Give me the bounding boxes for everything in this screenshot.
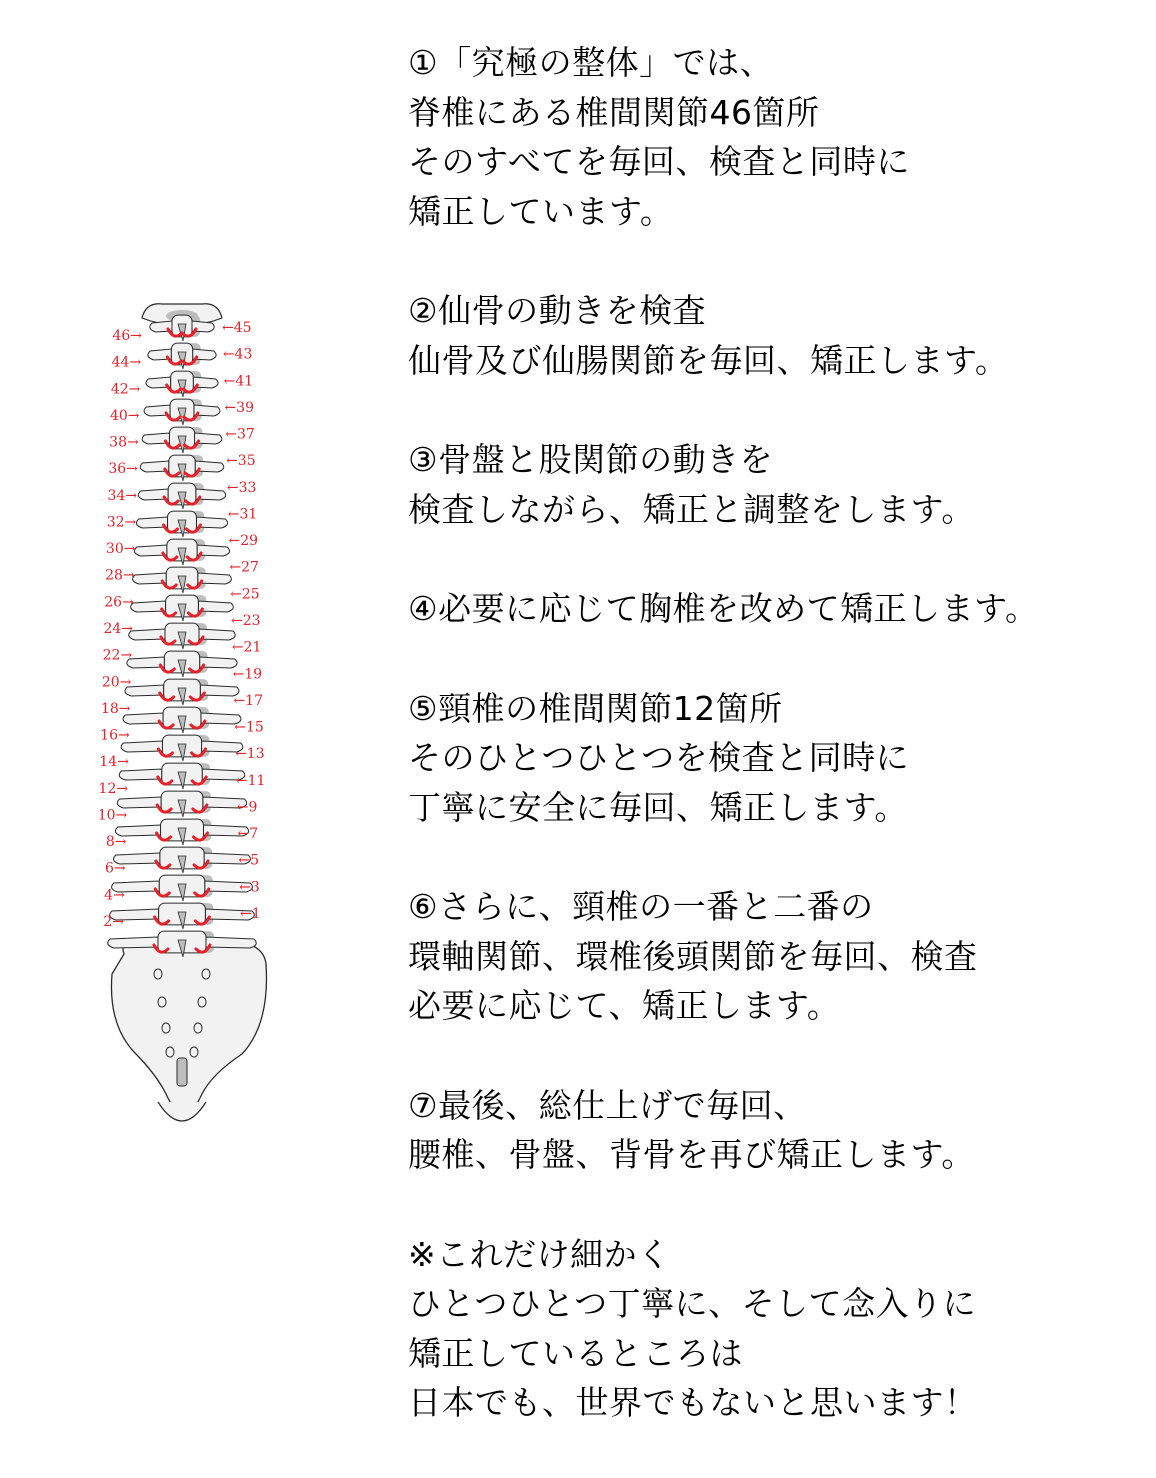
joint-label-left: 46→ (112, 328, 142, 344)
paragraph-line: 丁寧に安全に毎回、矯正します。 (408, 787, 908, 827)
joint-label-left: 30→ (105, 541, 136, 558)
paragraph-line: 日本でも、世界でもないと思います！ (408, 1383, 978, 1422)
transverse-process-right (198, 573, 232, 584)
paragraph-line: 必要に応じて、矯正します。 (408, 986, 841, 1025)
transverse-process-left (129, 629, 165, 640)
paragraph-line: 仙骨及び仙腸関節を毎回、矯正します。 (408, 340, 1009, 380)
paragraph-line: そのすべてを毎回、検査と同時に (408, 142, 910, 181)
paragraph-line: ※これだけ細かく (408, 1234, 671, 1274)
transverse-process-left (117, 797, 161, 808)
spine-diagram (100, 296, 300, 1136)
sacrum (111, 940, 266, 1115)
joint-label-left: 2→ (103, 914, 124, 930)
paragraph-7 (408, 1081, 1148, 1180)
transverse-process-left (133, 573, 167, 584)
paragraph-line: ⑦最後、総仕上げで毎回、 (408, 1085, 807, 1125)
paragraph-line: 脊椎にある椎間関節46箇所 (408, 92, 820, 132)
paragraph-4 (408, 584, 1148, 634)
joint-label-right: ←13 (235, 746, 265, 763)
joint-label-right: ←9 (236, 799, 258, 816)
joint-label-left: 14→ (100, 754, 129, 771)
joint-label-right: ←33 (226, 479, 257, 496)
paragraph-line: ②仙骨の動きを検査 (408, 291, 707, 330)
joint-label-left: 28→ (105, 567, 135, 584)
paragraph-2 (408, 286, 1148, 385)
paragraph-line: ③骨盤と股関節の動きを (408, 440, 774, 479)
joint-label-right: ←5 (238, 852, 260, 869)
description-text (408, 38, 1148, 1478)
joint-label-right: ←39 (224, 399, 255, 416)
coccyx-tip (158, 1102, 206, 1121)
paragraph-1 (408, 38, 1148, 236)
joint-label-left: 34→ (107, 487, 138, 504)
paragraph-6 (408, 882, 1148, 1031)
joint-label-left: 22→ (102, 647, 133, 664)
joint-label-right: ←45 (222, 320, 252, 336)
joint-label-right: ←11 (235, 772, 266, 789)
coccyx (177, 1058, 187, 1086)
joint-label-right: ←43 (222, 346, 253, 363)
paragraph-line: ①「究極の整体」では、 (408, 43, 774, 82)
joint-label-left: 44→ (111, 354, 142, 371)
transverse-process-left (131, 601, 166, 612)
paragraph-line: ひとつひとつ丁寧に、そして念入りに (408, 1284, 977, 1323)
joint-label-left: 32→ (106, 514, 137, 531)
paragraph-line: ④必要に応じて胸椎を改めて矯正します。 (408, 589, 1039, 628)
joint-label-left: 16→ (100, 727, 130, 744)
joint-label-left: 24→ (103, 621, 133, 637)
joint-label-right: ←23 (231, 613, 261, 629)
paragraph-line: ⑥さらに、頸椎の一番と二番の (408, 887, 874, 926)
paragraph-line: ⑤頸椎の椎間関節12箇所 (408, 688, 783, 728)
joint-label-left: 8→ (105, 834, 127, 851)
joint-label-left: 36→ (108, 461, 138, 478)
joint-label-left: 18→ (100, 700, 131, 717)
paragraph-5 (408, 684, 1148, 833)
transverse-process-right (206, 937, 256, 948)
joint-label-right: ←3 (239, 879, 260, 896)
joint-label-right: ←15 (234, 719, 264, 736)
joint-label-right: ←1 (240, 906, 261, 922)
joint-label-right: ←19 (232, 666, 263, 683)
joint-label-left: 38→ (109, 434, 139, 451)
paragraph-line: 環軸関節、環椎後頭関節を毎回、検査 (408, 936, 978, 976)
paragraph-line: 検査しながら、矯正と調整をします。 (408, 489, 975, 529)
joint-label-left: 26→ (104, 594, 134, 611)
joint-label-right: ←21 (231, 639, 262, 656)
joint-label-left: 10→ (100, 807, 128, 824)
spine-illustration (100, 296, 300, 1136)
sacrum-pelvis (111, 940, 266, 1121)
transverse-process-right (198, 601, 233, 612)
joint-label-right: ←27 (229, 559, 259, 576)
joint-label-right: ←31 (227, 506, 258, 523)
joint-label-left: 20→ (101, 674, 132, 691)
joint-label-right: ←37 (225, 426, 255, 443)
paragraph-line: 矯正しています。 (408, 191, 674, 231)
transverse-process-left (108, 937, 158, 948)
paragraph-8 (408, 1230, 1148, 1428)
joint-label-right: ←35 (226, 453, 256, 470)
joint-label-right: ←29 (228, 533, 259, 550)
joint-label-left: 42→ (110, 381, 141, 398)
joint-label-right: ←7 (237, 826, 259, 843)
transverse-process-left (127, 657, 165, 668)
paragraph-line: 矯正しているところは (408, 1333, 743, 1373)
transverse-process-right (199, 629, 235, 640)
joint-label-right: ←25 (230, 586, 260, 603)
joint-label-left: 12→ (100, 780, 129, 797)
joint-label-left: 6→ (104, 860, 126, 877)
joint-label-right: ←41 (223, 373, 254, 390)
joint-label-left: 4→ (104, 887, 125, 904)
transverse-process-left (119, 769, 162, 780)
joint-label-left: 40→ (109, 407, 140, 424)
paragraph-line: 腰椎、骨盤、背骨を再び矯正します。 (408, 1135, 975, 1174)
transverse-process-right (200, 657, 238, 668)
paragraph-line: そのひとつひとつを検査と同時に (408, 738, 910, 777)
joint-label-right: ←17 (233, 692, 264, 709)
paragraph-3 (408, 435, 1148, 534)
